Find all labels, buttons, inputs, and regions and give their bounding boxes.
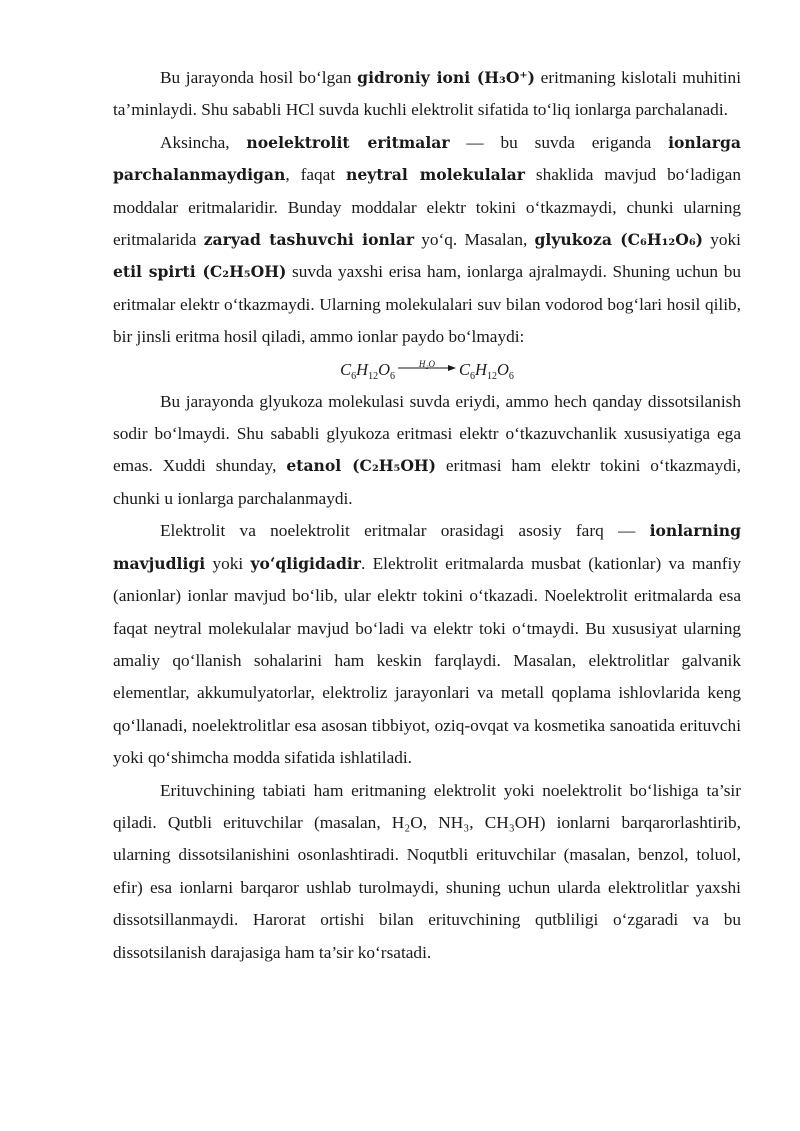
text-run: . Elektrolit eritmalarda musbat (kationlar) va manfiy (anionlar) ionlar mavjud bo‘lib, ular elektr tokini o‘tkazadi. Noelektrolit eritmalarda esa faqat neytral molekulalar mavjud bo‘ladi va elektr toki o‘tmaydi. Bu xususiyat ularning amaliy qo‘llanish sohalarini ham keskin farqlaydi. Masalan, elektrolitlar galvanik elementlar, akkumulyatorlar, elektroliz jarayonlari va metall qoplama ishlovlarida keng qo‘llanadi, noelektrolitlar esa asosan tibbiyot, oziq-ovqat va kosmetika sanoatida erituvchi yoki qo‘shimcha modda sifatida ishlatiladi. [113,553,741,768]
bold-term-charge-carriers: zaryad tashuvchi ionlar [203,230,415,250]
bold-term-hydronium: gidroniy ioni (H₃O⁺) [357,68,536,87]
text-run: Bu jarayonda hosil bo‘lgan [160,68,358,87]
equation-reactant: $C_6H_{12}O_6$ [340,359,395,382]
text-run: — bu suvda eriganda [449,132,669,152]
text-run: suvda yaxshi erisa ham, ionlarga ajralmaydi. Shuning uchun bu eritmalar elektr o‘tkazmaydi. Ularning molekulalari suv bilan vodorod bog‘lari hosil qilib, bir jinsli eritma hosil qiladi, ammo ionlar paydo bo‘lmaydi: [113,262,741,347]
bold-term-ion-presence: ionlarning mavjudligi [113,521,741,573]
arrow-label: H₂O [418,358,436,369]
paragraph-glucose-explanation [113,386,741,516]
text-run: , faqat [285,165,347,185]
document-page [113,62,741,969]
glucose-dissolution-equation [113,354,741,386]
bold-term-ethanol: etanol (C₂H₅OH) [286,456,437,476]
text-run: eritmaning kislotali muhitini ta’minlaydi. Shu sababli HCl suvda kuchli elektrolit sifatida to‘liq ionlarga parchalanadi. [113,68,742,120]
bold-term-neutral-molecules: neytral molekulalar [346,165,525,185]
text-run: Bu jarayonda glyukoza molekulasi suvda eriydi, ammo hech qanday dissotsilanish sodir bo‘lmaydi. Shu sababli glyukoza eritmasi elektr o‘tkazuvchanlik xususiyatiga ega emas. Xuddi shunday, [113,391,741,476]
text-run: Aksincha, [160,132,247,152]
bold-term-not-dissociating: ionlarga parchalanmaydigan [113,132,741,185]
paragraph-nonelectrolytes [113,127,741,354]
paragraph-solvent-nature [113,775,741,969]
equation-product: $C_6H_{12}O_6$ [459,359,514,382]
bold-term-ion-absence: yo‘qligidadir [250,553,362,573]
text-run: Elektrolit va noelektrolit eritmalar orasidagi asosiy farq — [160,521,650,541]
bold-term-nonelectrolyte-solutions: noelektrolit eritmalar [246,132,450,152]
text-run: yoki [205,553,251,573]
paragraph-hydronium [113,62,741,127]
paragraph-main-difference [113,515,741,774]
text-run: eritmasi ham elektr tokini o‘tkazmaydi, chunki u ionlarga parchalanmaydi. [113,456,741,508]
text-run: yo‘q. Masalan, [414,230,535,250]
text-run: shaklida mavjud bo‘ladigan moddalar eritmalaridir. Bunday moddalar elektr tokini o‘tkazmaydi, chunki ularning eritmalarida [113,165,741,250]
text-run: yoki [703,230,741,250]
reaction-arrow-icon [398,357,456,377]
bold-term-ethyl-alcohol: etil spirti (C₂H₅OH) [113,262,287,282]
text-run: Erituvchining tabiati ham eritmaning elektrolit yoki noelektrolit bo‘lishiga ta’sir qiladi. Qutbli erituvchilar (masalan, H₂O, NH₃, CH₃OH) ionlarni barqarorlashtirib, ularning dissotsilanishini osonlashtiradi. Noqutbli erituvchilar (masalan, benzol, toluol, efir) esa ionlarni barqaror ushlab turolmaydi, shuning uchun ularda elektrolitlar yaxshi dissotsillanmaydi. Harorat ortishi bilan erituvchining qutbliligi o‘zgaradi va bu dissotsilanish darajasiga ham ta’sir ko‘rsatadi. [113,780,741,962]
bold-term-glucose: glyukoza (C₆H₁₂O₆) [534,230,704,250]
